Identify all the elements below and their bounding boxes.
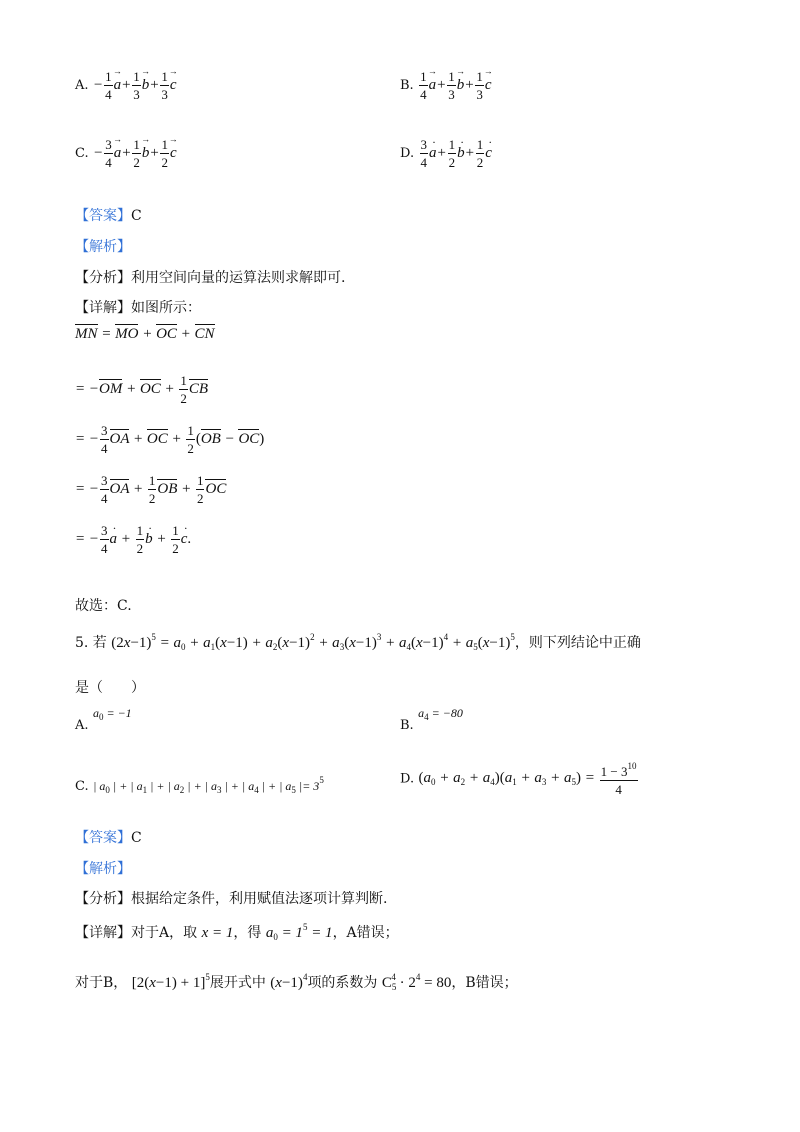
q5-fenxi: 【分析】根据给定条件，利用赋值法逐项计算判断. [75,891,388,907]
q5-analysis-heading: 【解析】 [75,861,131,877]
q4-derivation-line-3: = − $\frac{3}{4}$ OA + OC + $\frac{1}{2}$ (OB − OC) [75,423,265,456]
q4-analysis-heading: 【解析】 [75,239,131,255]
q5-option-a: A. $a_0 = -1$ [75,706,132,733]
q5-option-c: C. | $a_0$ | + | $a_1$ | + | $a_2$ | + | $a_3$ | + | $a_4$ | + | $a_5$ |= $3^5$ [75,775,324,795]
q5-detail-b: 对于B， $[2(x-1) + 1]^5$展开式中 $(x-1)^4$项的系数为 $C_5^4 \cdot 2^4 = 80$，B错误； [75,972,518,992]
q4-conclusion: 故选：C. [75,598,132,614]
q4-option-d: D. $\frac{3}{4}$ a ·+ $\frac{1}{2}$ b ·+ $\frac{1}{2}$ c · [400,138,492,169]
q5-answer: 【答案】C [75,830,142,846]
q5-stem-line-2: 是（ ） [75,680,145,696]
q4-option-b: B. $\frac{1}{4}$ → a+ $\frac{1}{3}$ → b+ $\frac{1}{3}$ → c [400,70,492,101]
q4-detail: 【详解】如图所示： [75,300,201,316]
q4-derivation-line-1: MN = MO + OC + CN [75,326,215,342]
q5-stem: 5. 若 $(2x-1)^5 = a_0 + a_1(x-1) + a_2(x-1)^2 + a_3(x-1)^3 + a_4(x-1)^4 + a_5(x-1)^5$，则下列结论中正确 [75,632,641,652]
q4-option-d-expr: $\frac{3}{4}$ a ·+ $\frac{1}{2}$ b ·+ $\frac{1}{2}$ c · [419,145,492,161]
q5-expansion: $(2x-1)^5 = a_0 + a_1(x-1) + a_2(x-1)^2 + a_3(x-1)^3 + a_4(x-1)^4 + a_5(x-1)^5$ [111,632,515,652]
q5-option-d: D. $(a_0 + a_2 + a_4)(a_1 + a_3 + a_5)$ = $\frac{1 - 3^{10}}{4}$ [400,761,637,797]
q4-answer: 【答案】C [75,208,142,224]
q5-detail-a: 【详解】对于A，取 x = 1，得 $a_0 = 1^5 = 1$，A错误； [75,922,399,942]
q4-option-b-expr: $\frac{1}{4}$ → a+ $\frac{1}{3}$ → b+ $\frac{1}{3}$ → c [418,77,491,93]
q4-option-a: A. − $\frac{1}{4}$ → a+ $\frac{1}{3}$ → b+ $\frac{1}{3}$ → c [75,70,177,101]
q4-option-c: C. − $\frac{3}{4}$ → a+ $\frac{1}{2}$ → b+ $\frac{1}{2}$ → c [75,138,177,169]
q4-option-a-expr: − $\frac{1}{4}$ → a+ $\frac{1}{3}$ → b+ $\frac{1}{3}$ → c [93,77,177,93]
q4-option-c-expr: − $\frac{3}{4}$ → a+ $\frac{1}{2}$ → b+ $\frac{1}{2}$ → c [93,145,177,161]
q4-derivation-line-5: = − $\frac{3}{4}$ a · + $\frac{1}{2}$ b · + $\frac{1}{2}$ c ·. [75,524,191,555]
q5-option-b: B. $a_4 = -80$ [400,706,463,733]
q4-derivation-line-2: = −OM + OC + $\frac{1}{2}$ CB [75,373,209,406]
q4-derivation-line-4: = − $\frac{3}{4}$ OA + $\frac{1}{2}$ OB + $\frac{1}{2}$ OC [75,473,227,506]
q4-fenxi: 【分析】利用空间向量的运算法则求解即可. [75,270,346,286]
